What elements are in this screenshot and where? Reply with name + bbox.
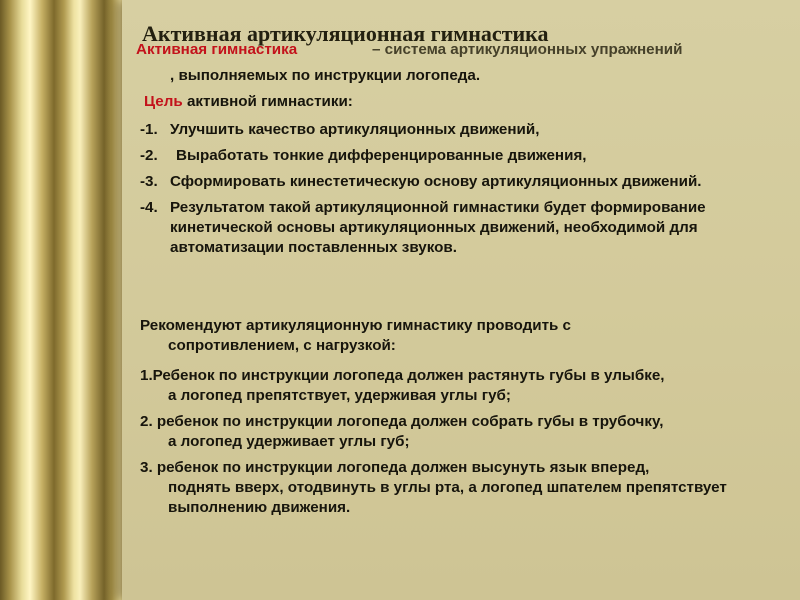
goal-item: [140, 172, 784, 192]
goal-label: Цель: [144, 93, 183, 110]
goal-number: -3.: [140, 173, 158, 190]
step-item: [140, 458, 786, 518]
definition-term: Активная гимнастика: [136, 41, 298, 58]
goal-heading: [144, 92, 353, 112]
goal-text: Выработать тонкие дифференцированные движения,: [176, 147, 587, 164]
goal-number: -2.: [140, 147, 158, 164]
goal-item: [140, 146, 784, 166]
step-item: [140, 412, 786, 452]
step-continuation: поднять вверх, отодвинуть в углы рта, а логопед шпателем препятствует выполнению движения.: [168, 479, 727, 516]
goal-number: -1.: [140, 121, 158, 138]
step-item: [140, 366, 786, 406]
recommendation-line-2: сопротивлением, с нагрузкой:: [168, 337, 396, 354]
step-line-1: 1.Ребенок по инструкции логопеда должен растянуть губы в улыбке,: [140, 367, 665, 384]
goal-label-rest: активной гимнастики:: [186, 93, 353, 110]
step-line-1: 3. ребенок по инструкции логопеда должен высунуть язык вперед,: [140, 459, 650, 476]
goal-number: -4.: [140, 199, 158, 216]
title-line: [136, 21, 786, 58]
goals-list: [140, 120, 784, 264]
definition-rest: – система артикуляционных упражнений: [372, 41, 683, 58]
step-continuation: а логопед препятствует, удерживая углы губ;: [168, 387, 511, 404]
goal-text: Сформировать кинестетическую основу артикуляционных движений.: [170, 173, 702, 190]
slide-content: [136, 21, 786, 590]
step-line-1: 2. ребенок по инструкции логопеда должен собрать губы в трубочку,: [140, 413, 664, 430]
goal-item: [140, 120, 784, 140]
slide-heading: Активная артикуляционная гимнастика: [142, 21, 549, 46]
recommendation: [140, 316, 784, 356]
recommendation-line-1: Рекомендуют артикуляционную гимнастику проводить с: [140, 317, 572, 334]
definition-continuation: , выполняемых по инструкции логопеда.: [170, 67, 481, 84]
goal-item: [140, 198, 784, 258]
goal-text: Результатом такой артикуляционной гимнастики будет формирование кинетической основы артикуляционных движений, необходимой для автоматизации поставленных звуков.: [170, 199, 706, 256]
step-continuation: а логопед удерживает углы губ;: [168, 433, 410, 450]
steps-list: [140, 366, 786, 524]
goal-text: Улучшить качество артикуляционных движений,: [170, 121, 540, 138]
